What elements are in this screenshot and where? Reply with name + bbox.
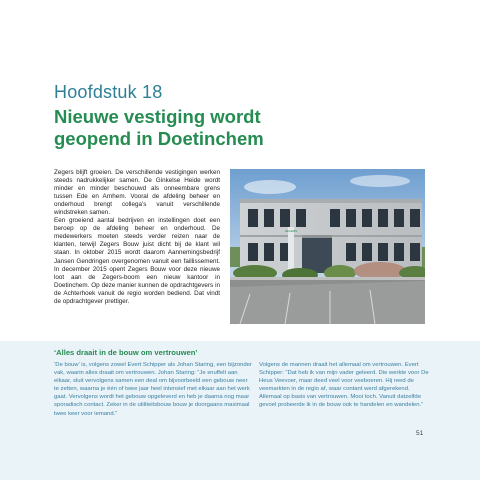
- page-title-line-1: Nieuwe vestiging wordt: [54, 106, 261, 127]
- page-title: [54, 106, 354, 150]
- quote-column-right: Volgens de mannen draait het allemaal om vertrouwen. Evert Schipper: “Dat heb ik van mijn vader geleerd. Die werkte voor De Heus Veevoer, maar deed veel voor veeboeren. Hij reed de veemarkten in de regio af, waar contant werd afgerekend. Allemaal op basis van vertrouwen. Mooi toch. Vanuit datzelfde gevoel probeerde ik in de bouw ook te handelen en wandelen.”: [259, 362, 429, 409]
- quote-column-left: ‘De bouw’ is, volgens zowel Evert Schipper als Johan Staring, een bijzonder vak, waarin alles draait om vertrouwen. Johan Staring: “Je snuffelt aan elkaar, sluit vervolgens samen een deal om bijvoorbeeld een gebouw neer te zetten, waarna je één of twee jaar heel intensief met elkaar aan het werk gaat. Vervolgens wordt het gebouw opgeleverd en heb je daarna nog maar sporadisch contact. Zeker in de utiliteitsbouw bouw je doorgaans maximaal twee keer voor iemand.”: [54, 362, 252, 417]
- page-number: 51: [416, 430, 424, 437]
- office-building-photo: [230, 169, 425, 324]
- building-sign: ZEGERS: [284, 229, 298, 233]
- article-paragraph-2: Een groeiend aantal bedrijven en instellingen doet een beroep op de afdeling beheer en onderhoud. De medewerkers moeten steeds verder reizen naar de klanten, terwijl Zegers Bouw juist dicht bij de klant wil staan. In oktober 2015 wordt daarom Aannemingsbedrijf Jansen Gendringen overgenomen vanuit een faillissement. In december 2015 opent Zegers Bouw voor deze nieuwe loot aan de Zegers-boom een nieuw kantoor in Doetinchem. Op deze manier kunnen de opdrachtgevers in de Achterhoek vanuit de regio worden bediend. Dat vindt de opdrachtgever prettiger.: [54, 217, 220, 305]
- article-body: [54, 169, 220, 306]
- page-title-line-2: geopend in Doetinchem: [54, 128, 264, 149]
- article-paragraph-1: Zegers blijft groeien. De verschillende vestigingen werken steeds nadrukkelijker samen. De Ginkelse Heide wordt minder en minder beschouwd als onneembare grens tussen Ede en Arnhem. Vooral de afdeling beheer en onderhoud brengt collega’s vanuit verschillende windstreken samen.: [54, 169, 220, 217]
- quote-title: ‘Alles draait in de bouw om vertrouwen’: [54, 348, 198, 357]
- chapter-label: Hoofdstuk 18: [54, 82, 163, 102]
